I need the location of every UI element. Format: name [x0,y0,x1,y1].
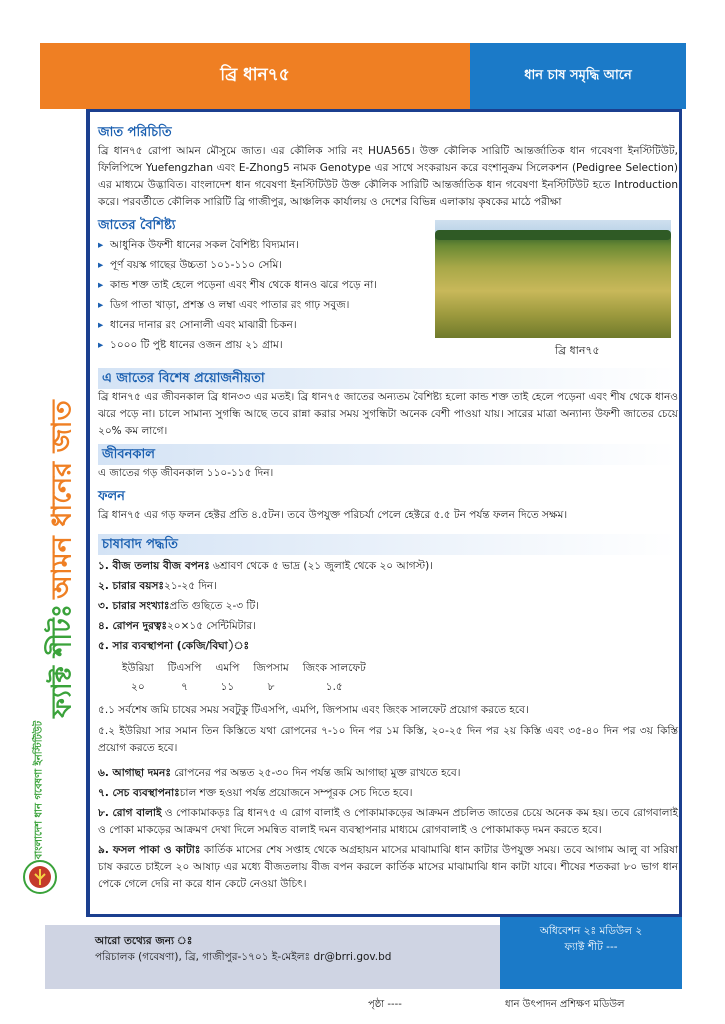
step-label: ৯. ফসল পাকা ও কাটাঃ [98,844,201,856]
contact-text: পরিচালক (গবেষণা), ব্রি, গাজীপুর-১৭০১ ই-মেইলঃ dr@brri.gov.bd [95,951,392,963]
org-name: বাংলাদেশ ধান গবেষণা ইনস্টিটিউট [33,720,45,860]
fert-value: ১১ [220,681,235,693]
step-text: কার্তিক মাসের শেষ সপ্তাহ থেকে অগ্রহায়ন মাসের মাঝামাঝি ধান কাটার উপযুক্ত সময়। তবে আগাম আলু বা সরিষা চাষ করতে চাইলে ২০ আষাঢ় এর মধ্যে বীজতলায় বীজ বপন করলে কার্তিক মাসের মাঝামাঝি ধান কাটা যাবে। শীষের শতকরা ৮০ ভাগ ধান পেকে গেলে দেরি না করে ধান কেটে নেওয়া উচিৎ। [98,844,679,890]
fert-header: জিংক সালফেট [302,662,366,674]
yield-title: ফলন [98,489,125,504]
lifespan-title: জীবনকাল [98,444,678,465]
header-slogan-bar [470,43,686,109]
list-item: ▸ ডিগ পাতা খাড়া, প্রশস্ত ও লম্বা এবং পাতার রং গাঢ় সবুজ। [98,297,428,314]
footer-contact [45,925,500,989]
step-harvest [98,842,678,893]
step-text: চাল শক্ত হওয়া পর্যন্ত প্রয়োজনে সম্পূরক সেচ দিতে হবে। [179,787,413,799]
features-list [98,237,428,354]
cultivation-title: চাষাবাদ পদ্ধতি [98,534,678,555]
header-slogan: ধান চাষ সমৃদ্ধি আনে [524,67,632,83]
more-info-label: আরো তথ্যের জন্য ঃ [95,935,193,947]
intro-title: জাত পরিচিতি [98,125,172,140]
step-text: প্রতি গুছিতে ২-৩ টি। [169,600,259,612]
features-title: জাতের বৈশিষ্ট্য [98,218,176,233]
step-label: ৮. রোগ বালাই [98,807,162,819]
fert-value: ৮ [267,681,275,693]
step-weeding [98,765,678,782]
necessity-text: ব্রি ধান৭৫ এর জীবনকাল ব্রি ধান৩৩ এর মতই। ব্রি ধান৭৫ জাতের অন্যতম বৈশিষ্ট্য হলো কান্ড শক্ত তাই হেলে পড়েনা এবং শীষ থেকে ধানও ঝরে পড়ে না। চালে সামান্য সুগন্ধি আছে তবে রান্না করার সময় সুগন্ধিটা অনেক বেশী পাওয়া যায়। সারের মাত্রা অন্যান্য উফশী জাতের চেয়ে ২০% কম লাগে। [98,391,678,437]
list-item: ▸ ১০০০ টি পুষ্ট ধানের ওজন প্রায় ২১ গ্রাম। [98,337,428,354]
list-item: ▸ পূর্ণ বয়স্ক গাছের উচ্চতা ১০১-১১০ সেমি। [98,257,428,274]
main-content [98,118,678,896]
necessity-title: এ জাতের বিশেষ প্রয়োজনীয়তা [98,368,678,389]
list-item: ▸ কান্ড শক্ত তাই হেলে পড়েনা এবং শীষ থেকে ধানও ঝরে পড়ে না। [98,277,428,294]
step-fertilizer [98,638,678,655]
step-text: ২০×১৫ সেন্টিমিটার। [166,620,256,632]
step-label: ৭. সেচ ব্যবস্থাপনাঃ [98,787,180,799]
header-title-bar [40,43,470,109]
step-text: ও পোকামাকড়ঃ ব্রি ধান৭৫ এ রোগ বালাই ও পোকামাকড়ের আক্রমন প্রচলিত জাতের চেয়ে অনেক কম হয়। তবে রোগবালাই ও পোকা মাকড়ের আক্রমণ দেখা দিলে সমন্বিত বালাই দমন ব্যবস্থাপনার মাধ্যমে রোগবালাই ও পোকামাকড় দমন করতে হবে। [98,807,679,836]
footer-session [500,917,682,989]
step-spacing [98,618,678,635]
step-label: ৪. রোপন দুরত্বঃ [98,620,167,632]
step-sowing [98,558,678,575]
step-seedling-age [98,578,678,595]
cultivation-steps [98,558,678,893]
fert-header: জিপসাম [253,662,289,674]
step-text: রোপনের পর অন্তত ২৫-৩০ দিন পর্যন্ত জমি আগাছা মুক্ত রাখতে হবে। [170,767,461,779]
note-5-1: ৫.১ সর্বশেষ জমি চাষের সময় সবটুকু টিএসপি, এমপি, জিপসাম এবং জিংক সালফেট প্রয়োগ করতে হবে। [98,704,529,716]
step-irrigation [98,785,678,802]
step-disease [98,805,678,839]
fert-value: ১.৫ [325,681,343,693]
list-item: ▸ ধানের দানার রং সোনালী এবং মাঝারী চিকন। [98,317,428,334]
step-text: ৬শ্রাবণ থেকে ৫ ভাদ্র (২১ জুলাই থেকে ২০ আগস্ট)। [209,560,433,572]
fert-header: এমপি [215,662,240,674]
fert-header: টিএসপি [167,662,202,674]
photo-caption: ব্রি ধান৭৫ [555,344,600,357]
factsheet-label: ফ্যাক্ট শীট --- [564,941,618,953]
sidebar-title-factsheet: ফ্যাক্ট শীটঃ [46,603,78,718]
step-seedling-count [98,598,678,615]
step-label: ৩. চারার সংখ্যাঃ [98,600,170,612]
step-label: ৬. আগাছা দমনঃ [98,767,171,779]
module-name: ধান উৎপাদন প্রশিক্ষণ মডিউল [505,999,625,1010]
list-item: ▸ আধুনিক উফশী ধানের সকল বৈশিষ্ট্য বিদ্যমান। [98,237,428,254]
fert-value: ৭ [181,681,188,693]
brri-logo-icon [22,858,58,896]
step-label: ১. বীজ তলায় বীজ বপনঃ [98,560,210,572]
yield-text: ব্রি ধান৭৫ এর গড় ফলন হেক্টর প্রতি ৪.৫টন। তবে উপযুক্ত পরিচর্যা পেলে হেক্টরে ৫.৫ টন পর্যন্ত ফলন দিতে সক্ষম। [98,509,568,521]
fert-header: ইউরিয়া [122,662,154,674]
note-5-2: ৫.২ ইউরিয়া সার সমান তিন কিস্তিতে যথা রোপনের ৭-১০ দিন পর ১ম কিস্তি, ২০-২৫ দিন পর ২য় কিস্তি এবং ৩৫-৪০ দিন পর ৩য় কিস্তি প্রয়োগ করতে হবে। [98,725,678,754]
step-label: ৫. সার ব্যবস্থাপনা (কেজি/বিঘা)ঃ [98,640,250,652]
header-title: ব্রি ধান৭৫ [220,65,290,85]
page-number: পৃষ্ঠা ---- [368,999,402,1010]
fertilizer-table [114,658,374,698]
fert-value: ২০ [131,681,145,693]
lifespan-text: এ জাতের গড় জীবনকাল ১১০-১১৫ দিন। [98,467,274,479]
session-label: অধিবেশন ২ঃ মডিউল ২ [539,925,643,937]
intro-text: ব্রি ধান৭৫ রোপা আমন মৌসুমে জাত। এর কৌলিক সারি নং HUA565। উক্ত কৌলিক সারিটি আন্তর্জাতিক ধান গবেষণা ইনস্টিটিউট, ফিলিপিন্সে Yuefengzhan এবং E-Zhong5 নামক Genotype এর সাথে সংকরায়ন করে বংশানুক্রম সিলেকশন (Pedigree Selection) এর মাধ্যমে উদ্ভাবিত। বাংলাদেশ ধান গবেষণা ইনস্টিটিউট উক্ত কৌলিক সারিটি আন্তর্জাতিক ধান গবেষণা ইনস্টিটিউট হতে Introduction করে। পরবর্তীতে কৌলিক সারিটি ব্রি গাজীপুর, আঞ্চলিক কার্যালয় ও দেশের বিভিন্ন এলাকায় কৃষকের মাঠে পরীক্ষা [98,145,678,208]
sidebar-title-variety: আমন ধানের জাত [46,400,78,599]
step-text: ২১-২৫ দিন। [164,580,217,592]
step-label: ২. চারার বয়সঃ [98,580,164,592]
